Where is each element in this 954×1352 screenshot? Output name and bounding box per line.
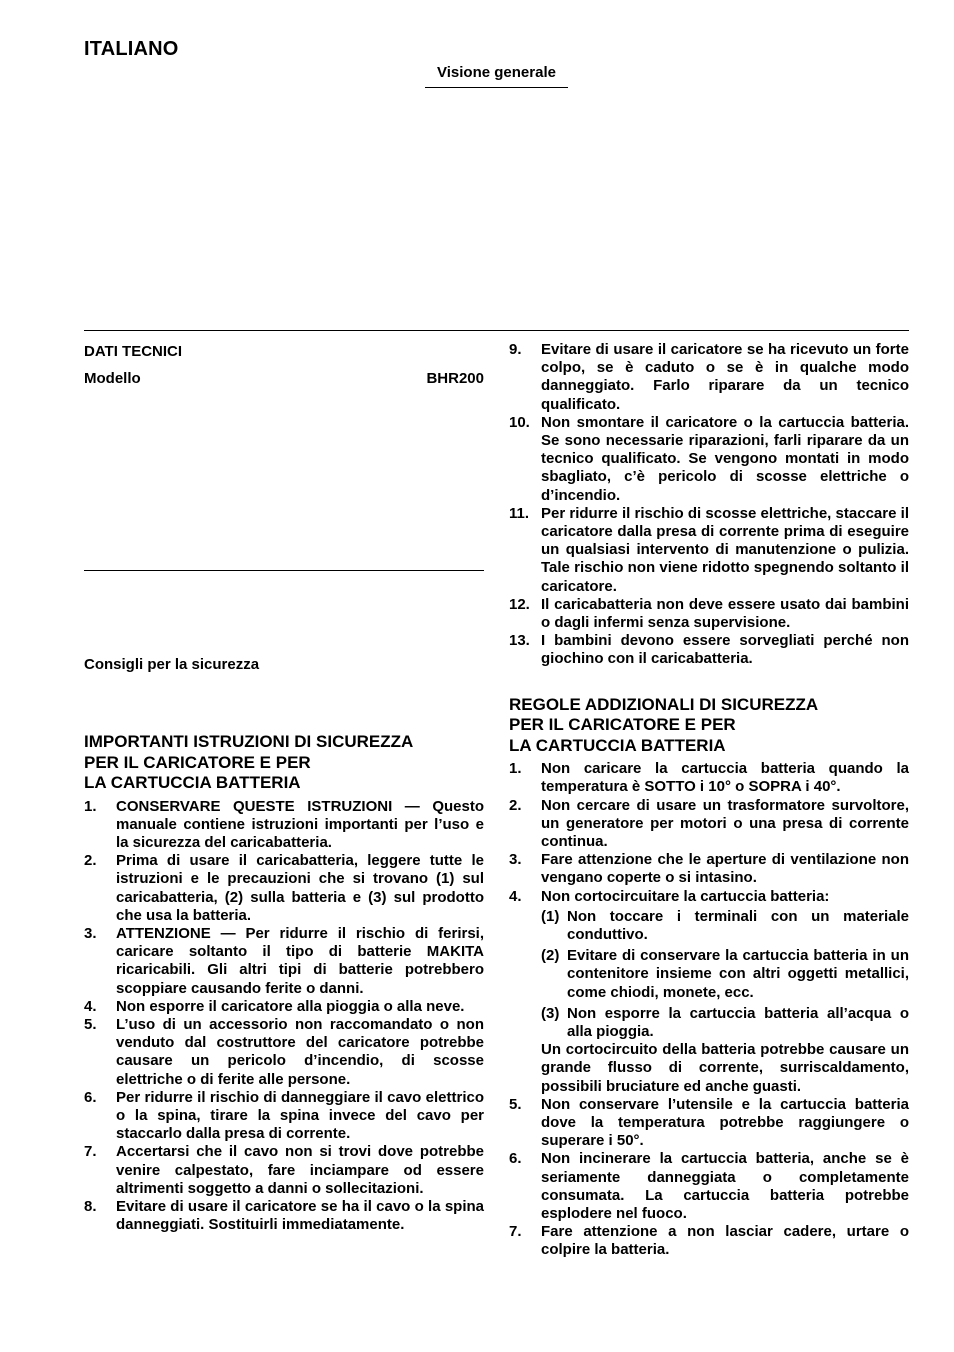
item-text: Non caricare la cartuccia batteria quando la temperatura è SOTTO i 10° o SOPRA i 40°. [541, 760, 909, 796]
item-text: ATTENZIONE — Per ridurre il rischio di ferirsi, caricare soltanto il tipo di batterie MAKITA ricaricabili. Gli altri tipi di batterie potrebbero scoppiare causando ferite o danni. [116, 924, 484, 997]
list-item [509, 1223, 909, 1259]
item-text: Evitare di usare il caricatore se ha il cavo o la spina danneggiati. Sostituirli immediatamente. [116, 1197, 484, 1234]
sub-item [541, 1005, 909, 1041]
list-item [84, 852, 484, 925]
sub-item-text: Non toccare i terminali con un materiale conduttivo. [567, 907, 909, 943]
additional-list [509, 760, 909, 1259]
item-number: 8. [84, 1197, 97, 1215]
model-label: Modello [84, 370, 141, 387]
list-item [509, 1150, 909, 1223]
language-heading: ITALIANO [84, 38, 179, 60]
list-item [84, 1198, 484, 1234]
item-text: Accertarsi che il cavo non si trovi dove potrebbe venire calpestato, fare inciampare od essere altrimenti soggetto a danni o sollecitazioni. [116, 1143, 484, 1197]
additional-title [509, 695, 909, 757]
sub-item-text: Non esporre la cartuccia batteria all’acqua o alla pioggia. [567, 1004, 909, 1040]
item-number: 4. [509, 887, 522, 905]
item-number: 6. [509, 1150, 522, 1168]
item-text: Fare attenzione che le aperture di ventilazione non vengano coperte o si intasino. [541, 851, 909, 887]
item-text: Per ridurre il rischio di danneggiare il cavo elettrico o la spina, tirare la spina invece del cavo per staccarlo dalla presa di corrente. [116, 1088, 484, 1143]
item-number: 6. [84, 1088, 97, 1106]
important-title-line: LA CARTUCCIA BATTERIA [84, 773, 301, 792]
sub-item [541, 947, 909, 1002]
overview-heading: Visione generale [425, 64, 568, 88]
section-divider [84, 330, 909, 331]
important-title [84, 732, 484, 794]
sub-list [541, 908, 909, 1041]
list-item [509, 596, 909, 632]
item-text: Non smontare il caricatore o la cartuccia batteria. Se sono necessarie riparazioni, farli riparare da un tecnico qualificato. Se vengono montati in modo sbagliato, c’è pericolo di scosse elettriche o d’incendio. [541, 413, 909, 504]
item-number: 5. [509, 1095, 522, 1113]
item-number: 13. [509, 632, 530, 650]
model-value: BHR200 [426, 370, 484, 387]
important-title-line: IMPORTANTI ISTRUZIONI DI SICUREZZA [84, 732, 414, 751]
sub-item-number: (2) [541, 947, 560, 965]
item-text: I bambini devono essere sorvegliati perché non giochino con il caricabatteria. [541, 632, 909, 668]
sub-item-number: (3) [541, 1004, 560, 1022]
item-text: L’uso di un accessorio non raccomandato o non venduto dal costruttore del caricatore potrebbe causare un pericolo d’incendio, di scosse elettriche o di ferite alle persone. [116, 1015, 484, 1088]
item-text: Non cortocircuitare la cartuccia batteria: [541, 887, 830, 905]
item-number: 12. [509, 595, 530, 613]
item-text: Fare attenzione a non lasciar cadere, urtare o colpire la batteria. [541, 1223, 909, 1259]
item-number: 3. [84, 924, 97, 942]
item-text: Non incinerare la cartuccia batteria, anche se è seriamente danneggiata o completamente consumata. La cartuccia batteria potrebbe esplodere nel fuoco. [541, 1150, 909, 1223]
item-text: Evitare di usare il caricatore se ha ricevuto un forte colpo, se è caduto o se è in qualche modo danneggiato. Farlo riparare da un tecnico qualificato. [541, 341, 909, 413]
list-item [509, 505, 909, 596]
safety-tips-heading: Consigli per la sicurezza [84, 656, 260, 673]
right-column [509, 341, 909, 1260]
item-number: 7. [84, 1143, 97, 1161]
list-item [84, 998, 484, 1016]
list-item [509, 632, 909, 668]
item-number: 9. [509, 341, 522, 358]
item-after-text: Un cortocircuito della batteria potrebbe causare un grande flusso di corrente, surriscaldamento, possibili bruciature ed anche guasti. [541, 1041, 909, 1095]
list-item [509, 797, 909, 852]
list-item [84, 1089, 484, 1144]
item-number: 3. [509, 851, 522, 869]
important-list-continued [509, 341, 909, 669]
list-item [509, 414, 909, 505]
item-text: Prima di usare il caricabatteria, leggere tutte le istruzioni e le precauzioni che si trovano (1) sul caricabatteria, (2) sulla batteria e (3) sul prodotto che usa la batteria. [116, 852, 484, 924]
item-number: 2. [509, 796, 522, 814]
additional-title-line: LA CARTUCCIA BATTERIA [509, 735, 726, 755]
additional-title-line: PER IL CARICATORE E PER [509, 715, 736, 735]
item-number: 1. [84, 797, 97, 815]
left-column [84, 341, 484, 1234]
sub-item [541, 908, 909, 944]
list-item [509, 1096, 909, 1151]
item-number: 11. [509, 504, 530, 522]
sub-item-text: Evitare di conservare la cartuccia batteria in un contenitore insieme con altri oggetti metallici, come chiodi, monete, ecc. [567, 947, 909, 1001]
item-text: Non esporre il caricatore alla pioggia o alla neve. [116, 997, 465, 1015]
item-number: 4. [84, 997, 97, 1015]
list-item [84, 1016, 484, 1089]
list-item [509, 851, 909, 887]
list-item [509, 341, 909, 414]
item-number: 5. [84, 1015, 97, 1033]
item-text: Non cercare di usare un trasformatore survoltore, un generatore per motori o una presa di corrente continua. [541, 796, 909, 850]
list-item [84, 925, 484, 998]
important-title-line: PER IL CARICATORE E PER [84, 752, 311, 772]
item-text: Per ridurre il rischio di scosse elettriche, staccare il caricatore dalla presa di corrente prima di eseguire un qualsiasi intervento di manutenzione o pulizia. Tale rischio non viene ridotto spegnendo soltanto il caricatore. [541, 504, 909, 595]
list-item [509, 888, 909, 1096]
item-text: Non conservare l’utensile e la cartuccia batteria dove la temperatura potrebbe raggiungere o superare i 50°. [541, 1095, 909, 1150]
item-text: Il caricabatteria non deve essere usato dai bambini o dagli infermi senza supervisione. [541, 595, 909, 632]
item-text: CONSERVARE QUESTE ISTRUZIONI — Questo manuale contiene istruzioni importanti per l’uso e la sicurezza del caricabatteria. [116, 797, 484, 851]
additional-title-line: REGOLE ADDIZIONALI DI SICUREZZA [509, 694, 819, 714]
item-number: 1. [509, 760, 522, 778]
list-item [509, 760, 909, 796]
item-body [541, 888, 909, 1096]
item-number: 2. [84, 852, 97, 870]
list-item [84, 1143, 484, 1198]
list-item [84, 798, 484, 853]
specs-title: DATI TECNICI [84, 343, 183, 360]
item-number: 7. [509, 1223, 522, 1241]
sub-item-number: (1) [541, 907, 560, 925]
item-number: 10. [509, 413, 530, 431]
important-list [84, 798, 484, 1235]
specs-divider [84, 570, 484, 571]
specs-model-row [84, 368, 484, 389]
